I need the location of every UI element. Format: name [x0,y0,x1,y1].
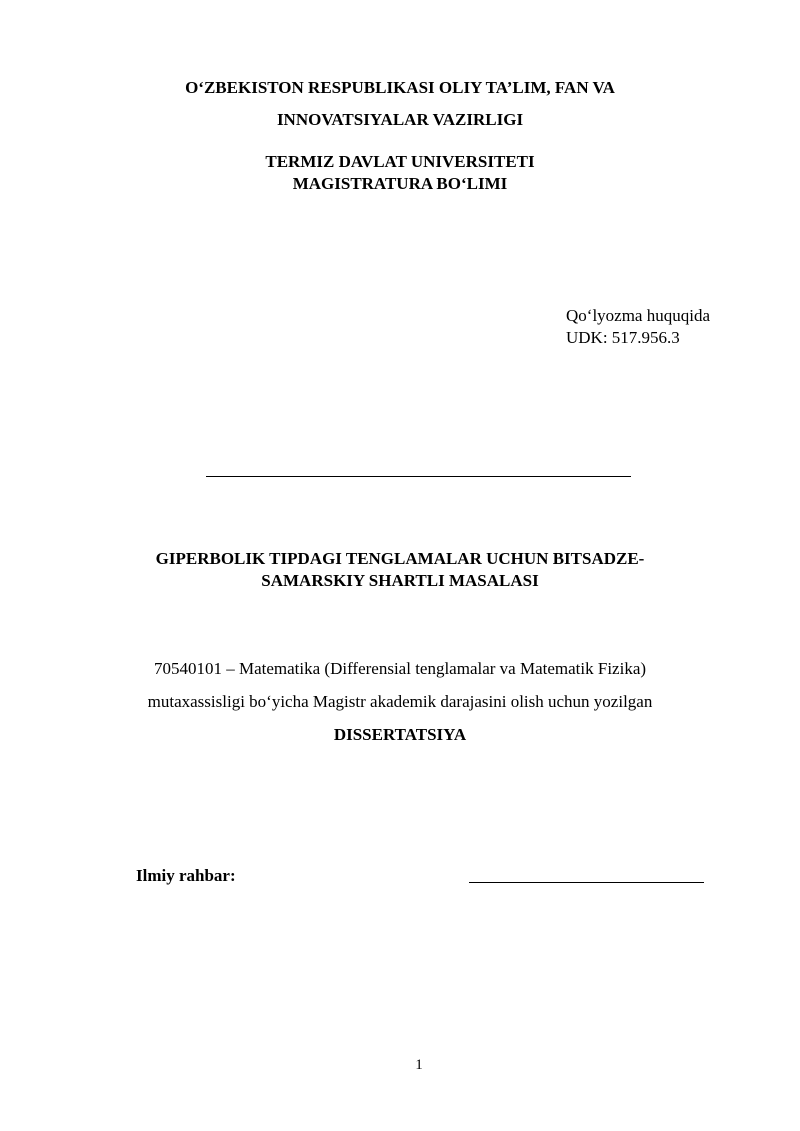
author-name-underline [206,476,631,477]
supervisor-label: Ilmiy rahbar: [136,866,236,885]
department-name: MAGISTRATURA BO‘LIMI [292,174,508,193]
university-name: TERMIZ DAVLAT UNIVERSITETI [265,152,535,171]
ministry-line-2: INNOVATSIYALAR VAZIRLIGI [276,110,524,129]
page-number: 1 [415,1057,423,1073]
thesis-title-line-2: SAMARSKIY SHARTLI MASALASI [261,571,539,590]
specialty-line-1: 70540101 – Matematika (Differensial tenglamalar va Matematik Fizika) [153,659,647,678]
thesis-title-line-1: GIPERBOLIK TIPDAGI TENGLAMALAR UCHUN BITSADZE- [155,549,645,568]
document-type: DISSERTATSIYA [333,725,467,744]
udk-code: UDK: 517.956.3 [566,328,680,347]
supervisor-signature-line [469,882,704,883]
ministry-line-1: O‘ZBEKISTON RESPUBLIKASI OLIY TA’LIM, FAN VA [185,78,615,97]
manuscript-rights: Qo‘lyozma huquqida [566,306,710,325]
specialty-line-2: mutaxassisligi bo‘yicha Magistr akademik darajasini olish uchun yozilgan [147,692,653,711]
